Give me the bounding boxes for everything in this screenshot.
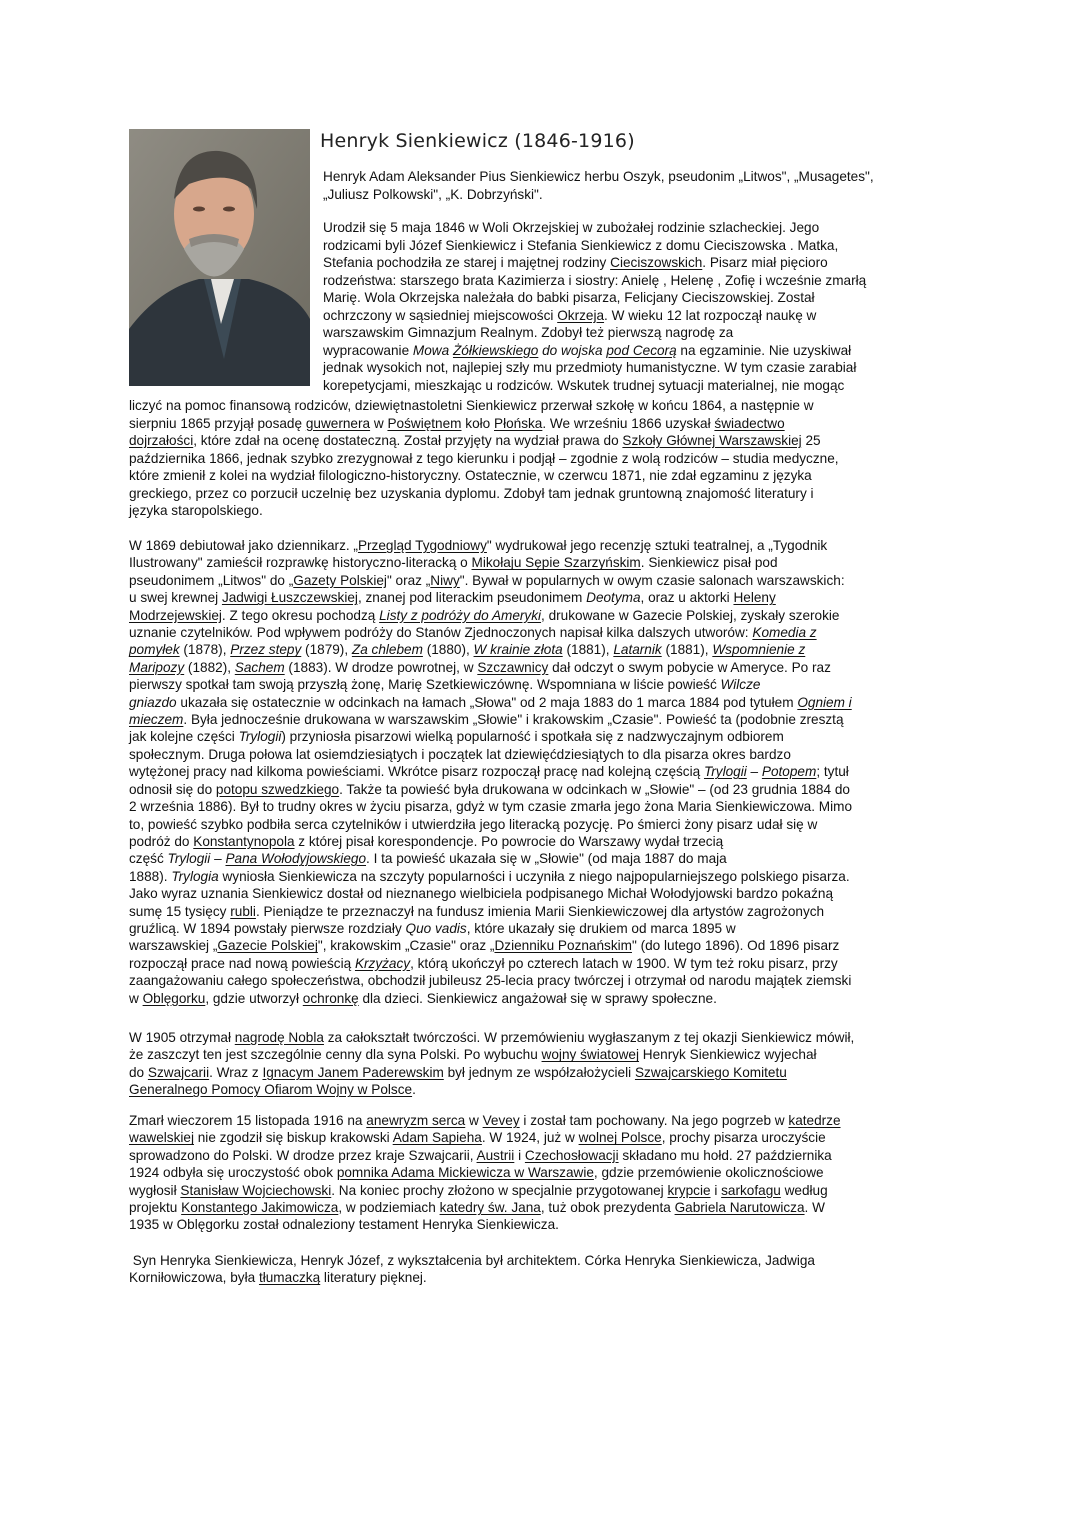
link-pomnik-mickiewicza[interactable]: pomnika Adama Mickiewicza w Warszawie — [336, 1165, 594, 1181]
page-title: Henryk Sienkiewicz (1846-1916) — [320, 130, 635, 152]
link-wolna-polska[interactable]: wolnej Polsce — [578, 1130, 662, 1146]
text-line: gruźlicą. W 1894 powstały pierwsze rozdziały Quo vadis, które ukazały się drukiem od marca 1895 w — [129, 920, 736, 936]
text-line: gniazdo ukazała się ostatecznie w odcinkach na łamach „Słowa" od 2 maja 1883 do 1 marca 1884 pod tytułem Ogniem i — [129, 694, 852, 710]
biography-paragraph-career — [129, 537, 959, 1007]
text-line: Stefania pochodziła ze starej i majętnej rodziny Cieciszowskich. Pisarz miał pięcioro — [323, 255, 828, 270]
link-w-krainie-zlota[interactable]: W krainie złota — [473, 642, 563, 658]
text-line: liczyć na pomoc finansową rodziców, dziewiętnastoletni Sienkiewicz przerwał szkołę w końcu 1864, a następnie w — [129, 398, 814, 413]
text-line: do Szwajcarii. Wraz z Ignacym Janem Paderewskim był jednym ze współzałożycieli Szwajcarskiego Komitetu — [129, 1064, 787, 1080]
text-line: odnosił się do potopu szwedzkiego. Także ta powieść była drukowana w odcinkach w „Słowie" – (od 23 grudnia 1884 do — [129, 781, 850, 797]
link-komedia-z-pomylek[interactable]: Komedia z — [752, 625, 817, 641]
link-austria[interactable]: Austrii — [476, 1147, 515, 1163]
link-gazeta-polska-2[interactable]: Gazecie Polskiej — [217, 938, 318, 954]
link-katedra-sw-jana[interactable]: katedry św. Jana — [439, 1200, 541, 1216]
text-line: greckiego, przez co porzucił uczelnię bez uzyskania dyplomu. Zdobył tam jednak gruntowną znajomość literatury i — [129, 485, 814, 501]
text-line: Urodził się 5 maja 1846 w Woli Okrzejskiej w zubożałej rodzinie szlacheckiej. Jego — [323, 220, 820, 235]
link-anewryzm[interactable]: anewryzm serca — [366, 1113, 466, 1128]
link-czechoslowacja[interactable]: Czechosłowacji — [524, 1147, 619, 1163]
link-helena-modrzejewska[interactable]: Heleny — [733, 590, 776, 606]
text-line: mieczem. Była jednocześnie drukowana w warszawskim „Słowie" i krakowskim „Czasie". Powieść ta (podobnie zresztą — [129, 712, 844, 728]
text-line: że zaszczyt ten jest szczególnie cenny dla syna Polski. Po wybuchu wojny światowej Henryk Sienkiewicz wyjechał — [129, 1047, 817, 1063]
text-line: wawelskiej nie zgodził się biskup krakowski Adam Sapieha. W 1924, już w wolnej Polsce, prochy pisarza uroczyście — [129, 1130, 826, 1146]
link-wawelskiej[interactable]: wawelskiej — [129, 1130, 194, 1146]
link-rubel[interactable]: rubli — [230, 903, 256, 919]
link-guwernera[interactable]: guwernera — [305, 415, 371, 431]
portrait-spacer — [129, 219, 323, 397]
link-okrzeja[interactable]: Okrzeja — [557, 307, 605, 323]
text-line: projektu Konstantego Jakimowicza, w podziemiach katedry św. Jana, tuż obok prezydenta Gabriela Narutowicza. W — [129, 1200, 825, 1216]
text-line: społecznym. Druga połowa lat osiemdziesiątych i początek lat dziewięćdziesiątych to dla pisarza okres bardzo — [129, 746, 791, 762]
link-jadwiga-luszczewska[interactable]: Jadwigi Łuszczewskiej — [221, 590, 358, 606]
link-krypta[interactable]: krypcie — [667, 1182, 711, 1198]
link-latarnik[interactable]: Latarnik — [613, 642, 662, 658]
text-line: Generalnego Pomocy Ofiarom Wojny w Polsce. — [129, 1082, 416, 1098]
link-dziennik-poznanski[interactable]: Dzienniku Poznańskim — [494, 938, 632, 954]
link-pod-cecora[interactable]: pod Cecorą — [606, 342, 677, 358]
text-line: podróż do Konstantynopola z której pisał korespondencje. Po powrocie do Warszawy wydał trzecią — [129, 833, 724, 849]
link-za-chlebem[interactable]: Za chlebem — [351, 642, 423, 658]
link-sarkofag[interactable]: sarkofagu — [721, 1182, 781, 1198]
text-line: korepetycjami, mieszkając u rodziców. Wskutek trudnej sytuacji materialnej, nie mogąc — [323, 377, 845, 393]
text-line: 1924 odbyła się uroczystość obok pomnika Adama Mickiewicza w Warszawie, gdzie przemówienie okolicznościowe — [129, 1165, 824, 1181]
link-szwajcaria[interactable]: Szwajcarii — [147, 1064, 210, 1080]
link-komitet-pomocy[interactable]: Generalnego Pomocy Ofiarom Wojny w Polsce — [129, 1082, 413, 1098]
text-line: Korniłowiczowa, była tłumaczką literatury pięknej. — [129, 1270, 427, 1286]
link-oblegorek[interactable]: Oblęgorku — [142, 990, 206, 1006]
link-modrzejewskiej[interactable]: Modrzejewskiej — [129, 607, 222, 623]
text-line: wytężonej pracy nad kilkoma powieściami. Wkrótce pisarz rozpoczął pracę nad kolejną częścią Trylogii – Potopem; tytuł — [129, 764, 849, 780]
text-line: dojrzałości, które zdał na ocenę dostateczną. Został przyjęty na wydział prawa do Szkoły Głównej Warszawskiej 25 — [129, 433, 821, 448]
link-ogniem-i-mieczem[interactable]: Ogniem i — [797, 694, 852, 710]
text-line: to, powieść szybko podbiła serca czytelników i utwierdziła jego literacką pozycję. Po śmierci żony pisarz udał się w — [129, 816, 818, 832]
intro-paragraph — [323, 168, 963, 203]
biography-paragraph-early-life — [129, 219, 959, 520]
text-line: część Trylogii – Pana Wołodyjowskiego. I ta powieść ukazała się w „Słowie" (od maja 1887 do maja — [129, 851, 727, 867]
link-ochronka[interactable]: ochronkę — [302, 990, 359, 1006]
text-line: warszawskim Gimnazjum Realnym. Zdobył też pierwszą nagrodę za — [323, 325, 734, 340]
link-listy-z-podrozy[interactable]: Listy z podróży do Ameryki — [379, 607, 542, 623]
link-poswietnem[interactable]: Poświętnem — [387, 415, 462, 431]
link-szkoly-glownej[interactable]: Szkoły Głównej Warszawskiej — [622, 433, 802, 448]
link-krzyzacy[interactable]: Krzyżacy — [354, 955, 411, 971]
text-line: Maripozy (1882), Sachem (1883). W drodze powrotnej, w Szczawnicy dał odczyt o swym pobycie w Ameryce. Po raz — [129, 659, 831, 675]
text-line: jednak wysokich not, najlepiej szły mu przedmioty humanistyczne. W tym czasie zarabiał — [323, 360, 857, 375]
text-line: rodzeństwa: starszego brata Kazimierza i siostry: Anielę , Helenę , Zofię i wcześnie zmarłą — [323, 272, 867, 288]
text-line: W 1869 debiutował jako dziennikarz. „Przegląd Tygodniowy" wydrukował jego recenzję sztuki teatralnej, a „Tygodnik — [129, 538, 828, 553]
text-line: 2 września 1886). Był to trudny okres w życiu pisarza, gdyż w tym czasie zmarła jego żona Maria Sienkiewiczowa. Mimo — [129, 799, 853, 815]
link-katedra-wawelska[interactable]: katedrze — [788, 1113, 841, 1128]
text-line: zaangażowaniu całego społeczeństwa, obchodził jubileusz 25-lecia pracy twórczej i otrzymał od narodu majątek ziemski — [129, 973, 852, 989]
text-line: które zmienił z kolei na wydział filologiczno-historyczny. Ostatecznie, w czerwcu 1871, nie zdał egzaminu z języka — [129, 468, 812, 483]
link-plonska[interactable]: Płońska — [494, 415, 543, 431]
link-stanislaw-wojciechowski[interactable]: Stanisław Wojciechowski — [180, 1182, 332, 1198]
text-line: warszawskiej „Gazecie Polskiej", krakowskim „Czasie" oraz „Dzienniku Poznańskim" (do lutego 1896). Od 1896 pisarz — [129, 938, 840, 954]
link-sachem[interactable]: Sachem — [234, 659, 285, 675]
text-line: u swej krewnej Jadwigi Łuszczewskiej, znanej pod literackim pseudonimem Deotyma, oraz u aktorki Heleny — [129, 590, 776, 606]
biography-paragraph-death — [129, 1112, 959, 1234]
link-niwa[interactable]: Niwy — [430, 572, 460, 588]
text-line: Zmarł wieczorem 15 listopada 1916 na anewryzm serca w Vevey i został tam pochowany. Na jego pogrzeb w katedrze — [129, 1113, 841, 1128]
text-line: pomyłek (1878), Przez stepy (1879), Za chlebem (1880), W krainie złota (1881), Latarnik (1881), Wspomnienie z — [129, 642, 806, 658]
link-nagroda-nobla[interactable]: nagrodę Nobla — [234, 1030, 324, 1045]
link-tlumaczka[interactable]: tłumaczką — [258, 1270, 321, 1286]
biography-paragraph-children — [129, 1252, 959, 1287]
link-wojna-swiatowa[interactable]: wojny światowej — [541, 1047, 640, 1063]
text-line: ochrzczony w sąsiedniej miejscowości Okrzeja. W wieku 12 lat rozpoczął naukę w — [323, 307, 817, 323]
text-line: uznanie czytelników. Pod wpływem podróży do Stanów Zjednoczonych napisał kilka dalszych utworów: Komedia z — [129, 625, 817, 641]
link-potop-szwedzki[interactable]: potopu szwedzkiego — [215, 781, 340, 797]
text-line: sumę 15 tysięcy rubli. Pieniądze te przeznaczył na fundusz imienia Marii Sienkiewiczowej dla artystów zagrożonych — [129, 903, 825, 919]
text-line: Modrzejewskiej. Z tego okresu pochodzą Listy z podróży do Ameryki, drukowane w Gazecie Polskiej, zyskały szerokie — [129, 607, 840, 623]
link-mieczem[interactable]: mieczem — [129, 712, 184, 728]
text-line: Ilustrowany" zamieścił rozprawkę historyczno-literacką o Mikołaju Sępie Szarzyńskim. Sienkiewicz pisał pod — [129, 555, 778, 571]
text-line: „Juliusz Polkowski", „K. Dobrzyński". — [323, 186, 543, 202]
text-line: Jako wyraz uznania Sienkiewicz dostał od nieznanego wielbiciela podpisanego Michał Wołodyjowski bardzo pokaźną — [129, 886, 834, 902]
link-trylogii[interactable]: Trylogii — [703, 764, 747, 780]
text-line: października 1866, jednak szybko zrezygnował z tego kierunku i podjął – zgodnie z wolą rodziców – studia medyczne, — [129, 450, 839, 466]
link-mikolaj-sep-szarzynski[interactable]: Mikołaju Sępie Szarzyńskim — [471, 555, 641, 571]
link-przez-stepy[interactable]: Przez stepy — [230, 642, 302, 658]
text-line: wypracowanie Mowa Żółkiewskiego do wojska pod Cecorą na egzaminie. Nie uzyskiwał — [323, 342, 852, 358]
link-swiadectwo[interactable]: świadectwo — [714, 415, 785, 431]
link-adam-sapieha[interactable]: Adam Sapieha — [392, 1130, 482, 1146]
text-line: jak kolejne części Trylogii) przyniosła pisarzowi wielką popularność i spotkała się z nadzwyczajnym odbiorem — [129, 729, 784, 745]
link-zolkiewskiego[interactable]: Żółkiewskiego — [452, 342, 539, 358]
link-potop[interactable]: Potopem — [761, 764, 817, 780]
link-pan-wolodyjowski[interactable]: Pana Wołodyjowskiego — [225, 851, 367, 867]
link-szwajcarski-komitet[interactable]: Szwajcarskiego Komitetu — [634, 1064, 787, 1080]
text-line: rodzicami byli Józef Sienkiewicz i Stefania Sienkiewicz z domu Cieciszowska . Matka, — [323, 237, 839, 253]
link-konstantynopol[interactable]: Konstantynopola — [193, 833, 295, 849]
link-szczawnica[interactable]: Szczawnicy — [477, 659, 549, 675]
text-line: sprowadzono do Polski. W drodze przez kraje Szwajcarii, Austrii i Czechosłowacji składano mu hołd. 27 października — [129, 1147, 832, 1163]
text-line: rozpoczął prace nad nową powieścią Krzyżacy, którą ukończył po czterech latach w 1900. W tym też roku pisarz, przy — [129, 955, 838, 971]
text-line: w Oblęgorku, gdzie utworzył ochronkę dla dzieci. Sienkiewicz angażował się w sprawy społeczne. — [129, 990, 717, 1006]
text-line: W 1905 otrzymał nagrodę Nobla za całokształt twórczości. W przemówieniu wygłaszanym z tej okazji Sienkiewicz mówił, — [129, 1030, 855, 1045]
link-wspomnienie-z-maripozy[interactable]: Wspomnienie z — [712, 642, 806, 658]
text-line: sierpniu 1865 przyjął posadę guwernera w Poświętnem koło Płońska. We wrześniu 1866 uzyskał świadectwo — [129, 415, 785, 431]
text-line: wygłosił Stanisław Wojciechowski. Na koniec prochy złożono w specjalnie przygotowanej krypcie i sarkofagu według — [129, 1182, 828, 1198]
link-maripozy[interactable]: Maripozy — [129, 659, 185, 675]
link-cieciszowskich[interactable]: Cieciszowskich — [610, 255, 703, 270]
text-line: 1935 w Oblęgorku został odnaleziony testament Henryka Sienkiewicza. — [129, 1217, 559, 1233]
link-vevey[interactable]: Vevey — [482, 1113, 520, 1128]
text-line: Syn Henryka Sienkiewicza, Henryk Józef, z wykształcenia był architektem. Córka Henryka Sienkiewicza, Jadwiga — [129, 1253, 815, 1268]
link-gabriel-narutowicz[interactable]: Gabriela Narutowicza — [674, 1200, 805, 1216]
link-pomylek[interactable]: pomyłek — [129, 642, 180, 658]
text-line: Henryk Adam Aleksander Pius Sienkiewicz herbu Oszyk, pseudonim „Litwos", „Musagetes", — [323, 169, 874, 184]
text-line: Marię. Wola Okrzejska należała do babki pisarza, Felicjany Cieciszowskiej. Został — [323, 290, 815, 305]
text-line: pierwszy spotkał tam swoją przyszłą żonę, Marię Szetkiewiczównę. Wspomniana w liście powieść Wilcze — [129, 677, 761, 693]
text-line: pseudonimem „Litwos" do „Gazety Polskiej" oraz „Niwy". Bywał w popularnych w owym czasie salonach warszawskich: — [129, 572, 845, 588]
link-konstanty-jakimowicz[interactable]: Konstantego Jakimowicza — [181, 1200, 339, 1216]
text-line: 1888). Trylogia wyniosła Sienkiewicza na szczyty popularności i uczyniła z niego najpopularniejszego polskiego pisarza. — [129, 868, 850, 884]
link-gazeta-polska[interactable]: Gazety Polskiej — [293, 572, 387, 588]
link-przeglad-tygodniowy[interactable]: Przegląd Tygodniowy — [357, 538, 487, 553]
link-paderewski[interactable]: Ignacym Janem Paderewskim — [262, 1064, 444, 1080]
text-line: języka staropolskiego. — [129, 503, 263, 518]
biography-paragraph-nobel — [129, 1029, 959, 1099]
link-dojrzalosci[interactable]: dojrzałości — [129, 433, 194, 448]
